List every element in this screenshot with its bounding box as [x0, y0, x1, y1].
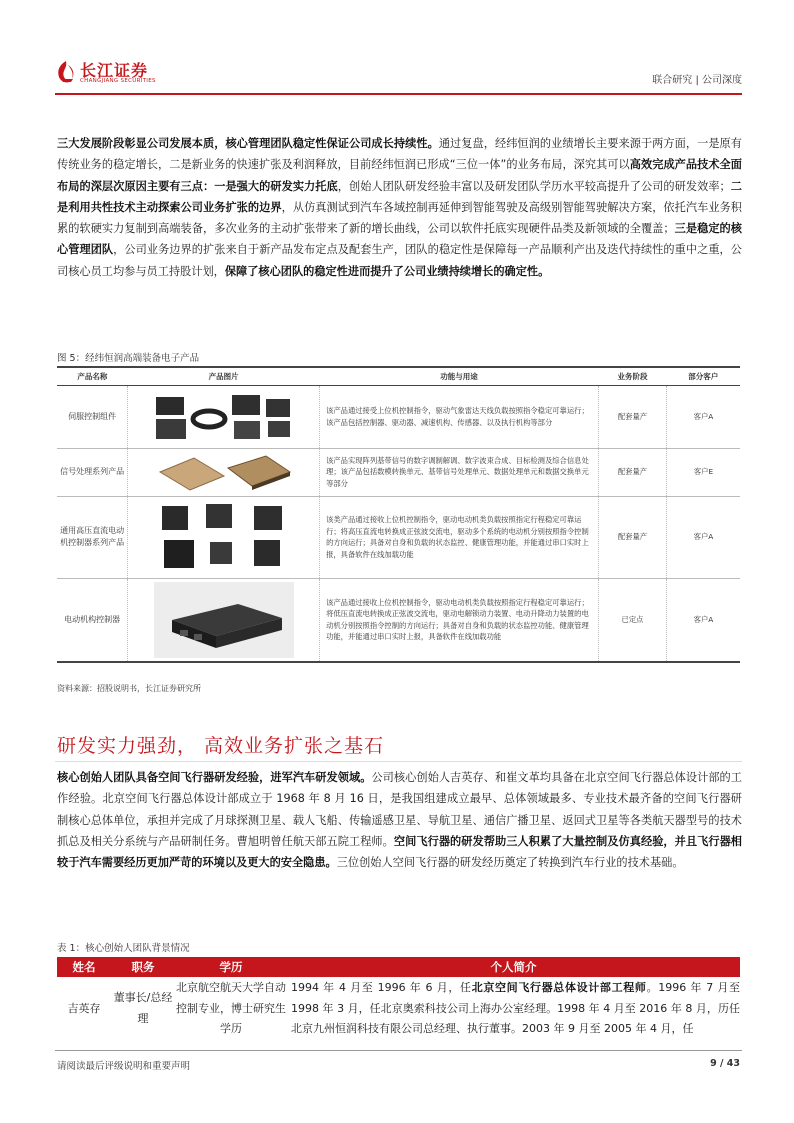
product-table [57, 366, 740, 663]
footer-divider [55, 1050, 742, 1051]
page-header [55, 55, 742, 93]
motor-controller-image [154, 500, 294, 574]
product-image [128, 578, 320, 662]
product-image [128, 448, 320, 496]
column-header: 个人简介 [287, 957, 740, 977]
disclaimer-note: 请阅读最后评级说明和重要声明 [57, 1061, 191, 1072]
column-header: 部分客户 [666, 367, 740, 385]
product-image [128, 385, 320, 448]
report-type: 联合研究 | 公司深度 [652, 75, 742, 86]
actuator-controller-image [154, 582, 294, 658]
column-header: 学历 [175, 957, 287, 977]
table-row: 伺服控制组件 该产品通过接受上位机控制指令，驱动气象雷达天线负载按照指令稳定可靠运行；该产品包括控制器、驱动器、减速机构、传感器、以及执行机构等部分 配套量产 客户A [57, 385, 740, 448]
figure-source: 资料来源：招股说明书，长江证券研究所 [57, 684, 201, 693]
column-header: 功能与用途 [320, 367, 599, 385]
page-number: 9 / 43 [710, 1058, 740, 1069]
logo-emblem-icon [55, 59, 77, 85]
founder-table [57, 957, 740, 1040]
intro-paragraph: 三大发展阶段彰显公司发展本质，核心管理团队稳定性保证公司成长持续性。通过复盘，经纬恒润的业绩增长主要来源于两方面，一是原有传统业务的稳定增长，二是新业务的快速扩张及利润释放，目前经纬恒润已形成“三位一体”的业务布局，深究其可以高效完成产品技术全面布局的深层次原因主要有三点：一是强大的研发实力托底，创始人团队研发经验丰富以及研发团队学历水平较高提升了公司的研发效率；二是利用共性技术主动探索公司业务扩张的边界，从仿真测试到汽车各域控制再延伸到智能驾驶及高级别智能驾驶解决方案，依托汽车业务积累的软硬实力复制到高端装备，多次业务的主动扩张带来了新的增长曲线，公司以软件托底实现硬件品类及新领域的全覆盖；三是稳定的核心管理团队，公司业务边界的扩张来自于新产品发布定点及配套生产，团队的稳定性是保障每一产品顺利产出及迭代持续性的重中之重，公司核心员工均参与员工持股计划，保障了核心团队的稳定性进而提升了公司业绩持续增长的确定性。 [57, 137, 742, 278]
table-row: 电动机构控制器 该产品通过接收上位机控制指令，驱动电动机类负载按照指定行程稳定可靠运行；将低压直流电转换成正弦波交流电，驱动电解锁动力装置、电动升降动力装置的电动机分别按照指令控制的方向运行；具备对自身和负载的状态监控功能、健康管理功能，并能通过串口实时上报，具备软件在线加载功能 已定点 客户A [57, 578, 740, 662]
column-header: 姓名 [57, 957, 111, 977]
servo-control-image [154, 389, 294, 445]
column-header: 产品名称 [57, 367, 128, 385]
logo-text: 长江证券 [80, 61, 149, 80]
logo-subtext: CHANGJIANG SECURITIES [80, 78, 156, 84]
table-row: 吉英存 董事长/总经理 北京航空航天大学自动控制专业，博士研究生学历 1994 年 4 月至 1996 年 6 月，任北京空间飞行器总体设计部工程师。1996 年 7 月至 1998 年 3 月，任北京奥索科技公司上海办公室经理。1998 年 4 月至 2016 年 8 月，历任北京九州恒润科技有限公司总经理、执行董事。2003 年 9 月至 2005 年 4 月，任 [67, 981, 741, 1035]
column-header: 产品图片 [128, 367, 320, 385]
signal-processing-image [154, 452, 294, 492]
column-header: 职务 [111, 957, 175, 977]
column-header: 业务阶段 [598, 367, 666, 385]
figure-caption: 图 5：经纬恒润高端装备电子产品 [57, 353, 200, 364]
table-caption: 表 1：核心创始人团队背景情况 [57, 943, 190, 954]
table-row: 通用高压直流电动机控制器系列产品 该类产品通过接收上位机控制指令，驱动电动机类负载按照指定行程稳定可靠运行；将高压直流电转换成正弦波交流电，驱动多个系统的电动机分别按照指令控制的方向运行；具备对自身和负载的状态监控、健康管理功能，并能通过串口实时上报，具备软件在线加载功能 配套量产 客户A [57, 496, 740, 578]
rd-paragraph: 核心创始人团队具备空间飞行器研发经验，进军汽车研发领域。公司核心创始人吉英存、和崔文革均具备在北京空间飞行器总体设计部的工作经验。北京空间飞行器总体设计部成立于 1968 年 8 月 16 日，是我国组建成立最早、总体领域最多、专业技术最齐备的空间飞行器研制核心总体单位，承担并完成了月球探测卫星、载人飞船、传输遥感卫星、导航卫星、通信广播卫星、返回式卫星等各类航天器型号的技术抓总及相关分系统与产品研制任务。曹旭明曾任航天部五院工程师。空间飞行器的研发帮助三人积累了大量控制及仿真经验，并且飞行器相较于汽车需要经历更加严苛的环境以及更大的安全隐患。三位创始人空间飞行器的研发经历奠定了转换到汽车行业的技术基础。 [57, 771, 742, 870]
table-row: 信号处理系列产品 该产品实现阵列基带信号的数字调制解调、数字波束合成、目标检测及综合信息处理；该产品包括数模转换单元、基带信号处理单元、数据处理单元和数据交换单元等部分 配套量产 客户E [57, 448, 740, 496]
product-image [128, 496, 320, 578]
company-logo [55, 55, 175, 91]
section-title: 研发实力强劲， 高效业务扩张之基石 [57, 735, 385, 757]
section-divider [55, 761, 742, 762]
header-divider [55, 93, 742, 95]
